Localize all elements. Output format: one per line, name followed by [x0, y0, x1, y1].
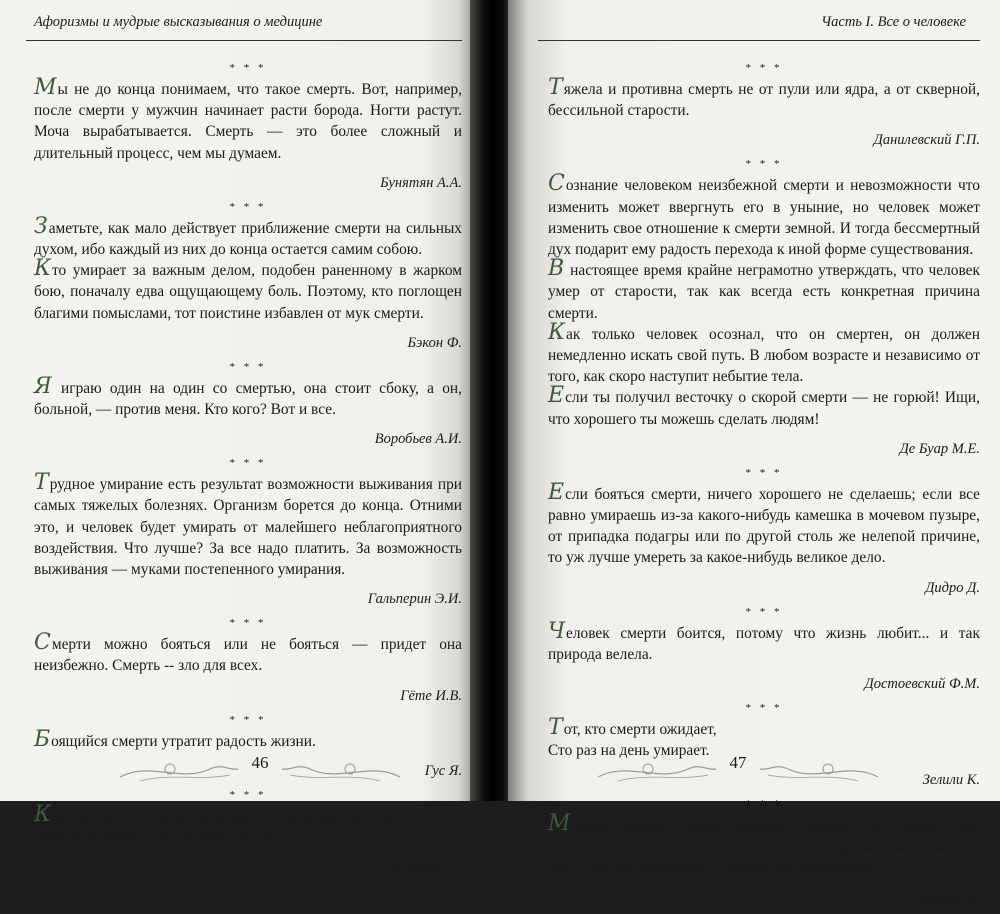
quote-author: Гёте И.В. — [400, 687, 462, 704]
left-page — [0, 0, 478, 876]
quote-author: Дидро Д. — [925, 579, 980, 596]
quote-paragraph — [34, 470, 462, 580]
quote-author: Воробьев А.И. — [374, 431, 462, 448]
drop-initial: К — [34, 801, 52, 827]
quote-paragraph — [548, 171, 980, 260]
drop-initial: Т — [548, 75, 563, 100]
drop-initial: В — [548, 256, 565, 282]
quote-text: то умирает за важным делом, подобен раненному в жарком бою, поначалу едва ощущающему боль. Поэтому, кто поглощен благими помыслами, тот поистине избавлен от мук смерти. — [34, 262, 462, 322]
quote-author: Ирвинг В. — [919, 890, 980, 907]
drop-initial: Т — [34, 470, 49, 496]
drop-initial: К — [548, 319, 566, 345]
drop-initial: Б — [34, 726, 51, 752]
quote-paragraph — [548, 383, 980, 429]
quote-text: аметьте, как мало действует приближение смерти на сильных духом, ибо каждый из них до конца остается самим собою. — [34, 219, 462, 259]
quote-author: Де Буар М.Е. — [899, 440, 980, 457]
separator-stars: * * * — [229, 713, 267, 726]
separator-stars: * * * — [229, 360, 267, 373]
quote-text: огила хоронит любые ошибки, скрывает все недостатки, гасит самую пылкую ненависть! На ее мирном ложе покоятся лишь горькое раскаяние и нежные воспоминания. — [548, 817, 980, 877]
quote-text: оящийся смерти утратит радость жизни. — [51, 732, 316, 750]
quote-paragraph — [548, 75, 980, 121]
quote-author: Зелили К. — [922, 772, 980, 789]
quote-paragraph — [548, 618, 980, 665]
quote-author: Бунятян А.А. — [380, 174, 462, 191]
running-head: Часть I. Все о человеке — [821, 14, 966, 30]
quote-text: сли ты получил весточку о скорой смерти — не горюй! Ищи, что хорошего ты можешь сделать людям! — [548, 389, 980, 428]
separator-stars: * * * — [745, 605, 783, 618]
drop-initial: К — [34, 256, 52, 282]
drop-initial: З — [34, 213, 48, 239]
page-number: 47 — [729, 753, 747, 772]
running-head: Афоризмы и мудрые высказывания о медицине — [34, 14, 323, 30]
separator-stars: * * * — [229, 200, 267, 213]
quote-text: мерти можно бояться или не бояться — придет она неизбежно. Смерть -- зло для всех. — [34, 636, 462, 675]
quote-author: Да Винчи Л. — [387, 859, 462, 876]
drop-initial: М — [34, 75, 57, 100]
header-rule — [26, 40, 462, 41]
quote-paragraph — [548, 256, 980, 324]
drop-initial: С — [548, 171, 565, 197]
quote-text: ы не до конца понимаем, что такое смерть. Вот, например, после смерти у мужчин начинает расти борода. Ногти растут. Моча вырабатывается. Смерть — это более сложный и длительный процесс, чем мы думаем. — [34, 81, 462, 162]
quote-text: от, кто смерти ожидает, Сто раз на день умирает. — [548, 721, 717, 760]
separator-stars: * * * — [229, 788, 267, 801]
quote-author: Гус Я. — [424, 762, 462, 779]
separator-stars: * * * — [229, 617, 267, 630]
page-footer — [588, 747, 888, 787]
quote-paragraph — [34, 801, 462, 848]
quote-text: ак только человек осознал, что он смертен, он должен немедленно искать свой путь. В любом возрасте и независимо от того, как скоро наступит небытие тела. — [548, 325, 980, 386]
quote-paragraph — [34, 213, 462, 260]
quote-text: еловек смерти боится, потому что жизнь любит... и так природа велела. — [548, 624, 980, 663]
separator-stars: * * * — [745, 466, 783, 479]
quote-paragraph — [548, 319, 980, 388]
quote-text: ак хорошо прожитый день дает спокойный сон, так с пользой прожитая жизнь дает спокойную смерть. — [34, 807, 462, 847]
header-rule — [538, 40, 980, 41]
quote-paragraph — [34, 630, 462, 676]
quote-author: Достоевский Ф.М. — [864, 676, 980, 693]
separator-stars: * * * — [229, 62, 267, 74]
separator-stars: * * * — [745, 798, 783, 811]
drop-initial: С — [34, 630, 51, 656]
right-page — [508, 0, 1000, 907]
quote-text: рудное умирание есть результат возможности выживания при самых тяжелых болезнях. Организм борется до конца. Отними это, и человек будет умирать от малейшего неблагоприятного воздействия. Что лучше? За все надо платить. За возможность выживания — муками постепенного умирания. — [34, 476, 462, 579]
quote-paragraph — [548, 479, 980, 569]
quote-text: яжела и противна смерть не от пули или ядра, а от скверной, бессильной старости. — [548, 81, 980, 120]
drop-initial: Е — [548, 383, 565, 409]
quote-paragraph — [548, 811, 980, 879]
quote-text: настоящее время крайне неграмотно утверждать, что человек умер от старости, так как всегда есть конкретная причина смерти. — [548, 262, 980, 322]
drop-initial: Е — [548, 479, 565, 505]
quote-author: Данилевский Г.П. — [873, 132, 980, 149]
quote-paragraph — [34, 75, 462, 164]
quote-paragraph — [34, 373, 462, 420]
quote-paragraph — [34, 256, 462, 324]
drop-initial: Ч — [548, 618, 566, 644]
separator-stars: * * * — [229, 457, 267, 470]
separator-stars: * * * — [745, 158, 783, 171]
quote-text: сли бояться смерти, ничего хорошего не сделаешь; если все равно умираешь из-за какого-нибудь камешка в мочевом пузыре, от припадка подагры или по другой столь же нелепой причине, то уж лучше умереть за какое-нибудь великое дело. — [548, 485, 980, 567]
separator-stars: * * * — [745, 62, 783, 74]
drop-initial: М — [548, 811, 571, 837]
page-footer — [110, 747, 410, 787]
quote-author: Гальперин Э.И. — [367, 591, 462, 608]
drop-initial: Т — [548, 715, 563, 741]
drop-initial: Я — [34, 373, 52, 399]
quote-text: ознание человеком неизбежной смерти и невозможности что изменить может ввергнуть его в уныние, но человек может изменить свое отношение к смерти земной. И тогда бессмертный дух подарит ему радость перехода к иной форме существования. — [548, 177, 980, 259]
quote-text: играю один на один со смертью, она стоит сбоку, а он, больной, — против меня. Кто кого? Вот и все. — [34, 379, 462, 419]
quote-author: Бэкон Ф. — [407, 334, 462, 351]
page-number: 46 — [251, 753, 269, 772]
separator-stars: * * * — [745, 702, 783, 715]
